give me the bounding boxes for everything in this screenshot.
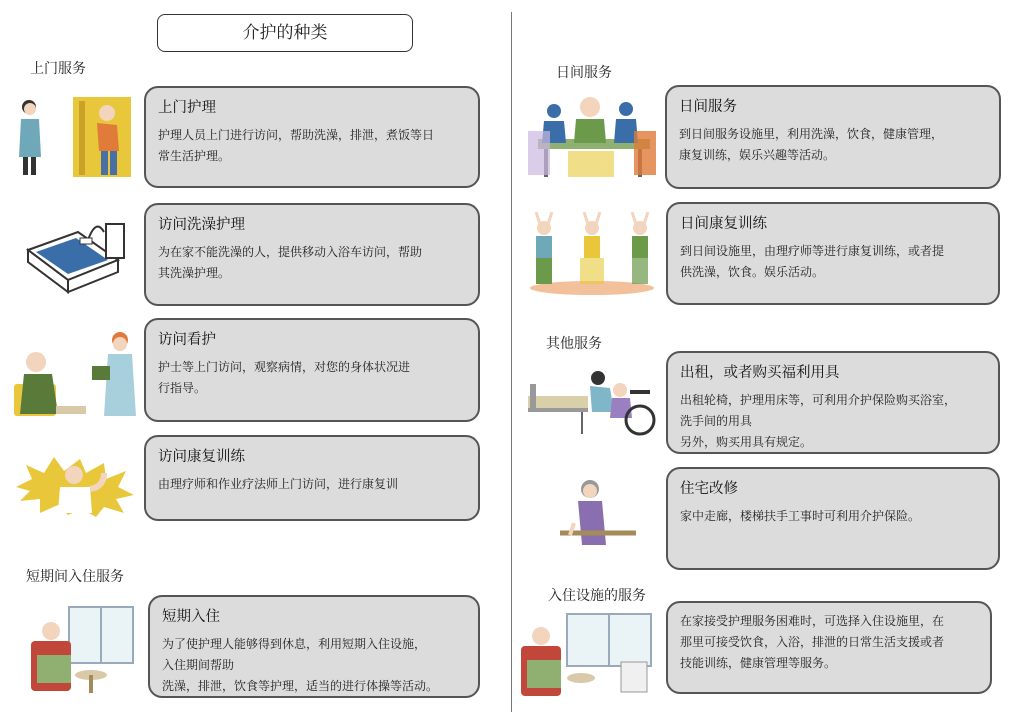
card-title: 上门护理 xyxy=(158,100,216,116)
welfare-equipment-illustration xyxy=(526,368,660,438)
card-text: 行指导。 xyxy=(158,381,207,395)
card-visit-rehab xyxy=(144,435,480,521)
card-text: 为在家不能洗澡的人，提供移动入浴车访问，帮助 xyxy=(158,245,423,259)
card-text: 家中走廊，楼梯扶手工事时可利用介护保险。 xyxy=(680,509,921,523)
card-title: 日间服务 xyxy=(679,99,737,115)
card-visit-nursing xyxy=(144,318,480,422)
card-title: 访问看护 xyxy=(158,332,216,348)
card-visit-bathing xyxy=(144,203,480,306)
card-home-care xyxy=(144,86,480,188)
card-text: 入住期间帮助 xyxy=(162,658,235,672)
rehab-strength-illustration xyxy=(12,455,138,517)
bathtub-illustration xyxy=(18,210,133,295)
card-text: 供洗澡，饮食。娱乐活动。 xyxy=(680,265,825,279)
card-text: 另外，购买用具有规定。 xyxy=(680,435,813,449)
card-text: 洗澡，排泄，饮食等护理，适当的进行体操等活动。 xyxy=(162,679,439,693)
card-title: 访问洗澡护理 xyxy=(158,217,245,233)
card-welfare-equipment xyxy=(666,351,1000,454)
card-text: 为了使护理人能够得到休息，利用短期入住设施， xyxy=(162,637,427,651)
card-text: 护士等上门访问，观察病情，对您的身体状况进 xyxy=(158,360,411,374)
home-care-illustration xyxy=(15,95,140,180)
section-day-services: 日间服务 xyxy=(556,65,612,81)
card-day-rehab xyxy=(666,202,1000,305)
page-title: 介护的种类 xyxy=(157,14,413,52)
card-text: 到日间服务设施里，利用洗澡，饮食，健康管理， xyxy=(679,127,944,141)
section-other-services: 其他服务 xyxy=(546,336,602,352)
card-text: 洗手间的用具 xyxy=(680,414,753,428)
card-text: 护理人员上门进行访问，帮助洗澡，排泄，煮饭等日 xyxy=(158,128,435,142)
card-text: 在家接受护理服务困难时，可选择入住设施里，在 xyxy=(680,614,945,628)
home-renovation-illustration xyxy=(560,475,640,550)
section-home-services: 上门服务 xyxy=(30,61,86,77)
short-stay-illustration xyxy=(25,605,137,695)
card-text: 出租轮椅，护理用床等，可利用介护保险购买浴室， xyxy=(680,393,957,407)
card-text: 那里可接受饮食，入浴，排泄的日常生活支援或者 xyxy=(680,635,945,649)
card-facility-service xyxy=(666,601,992,694)
section-short-stay: 短期间入住服务 xyxy=(26,569,124,585)
card-text: 其洗澡护理。 xyxy=(158,266,231,280)
facility-illustration xyxy=(517,612,663,700)
card-title: 日间康复训练 xyxy=(680,216,767,232)
card-text: 到日间设施里，由理疗师等进行康复训练，或者提 xyxy=(680,244,945,258)
card-title: 访问康复训练 xyxy=(158,449,245,465)
card-text: 技能训练，健康管理等服务。 xyxy=(680,656,837,670)
card-title: 住宅改修 xyxy=(680,481,738,497)
card-day-service xyxy=(665,85,1001,189)
section-facility-services: 入住设施的服务 xyxy=(548,588,646,604)
day-service-illustration xyxy=(528,95,656,180)
center-divider xyxy=(511,12,512,712)
card-title: 短期入住 xyxy=(162,609,220,625)
card-text: 康复训练，娱乐兴趣等活动。 xyxy=(679,148,836,162)
day-rehab-illustration xyxy=(528,208,656,296)
card-text: 由理疗师和作业疗法师上门访问，进行康复训 xyxy=(158,477,399,491)
card-home-renovation xyxy=(666,467,1000,570)
card-title: 出租，或者购买福利用具 xyxy=(680,365,840,381)
card-short-stay xyxy=(148,595,480,698)
card-text: 常生活护理。 xyxy=(158,149,231,163)
visiting-nurse-illustration xyxy=(12,326,140,418)
